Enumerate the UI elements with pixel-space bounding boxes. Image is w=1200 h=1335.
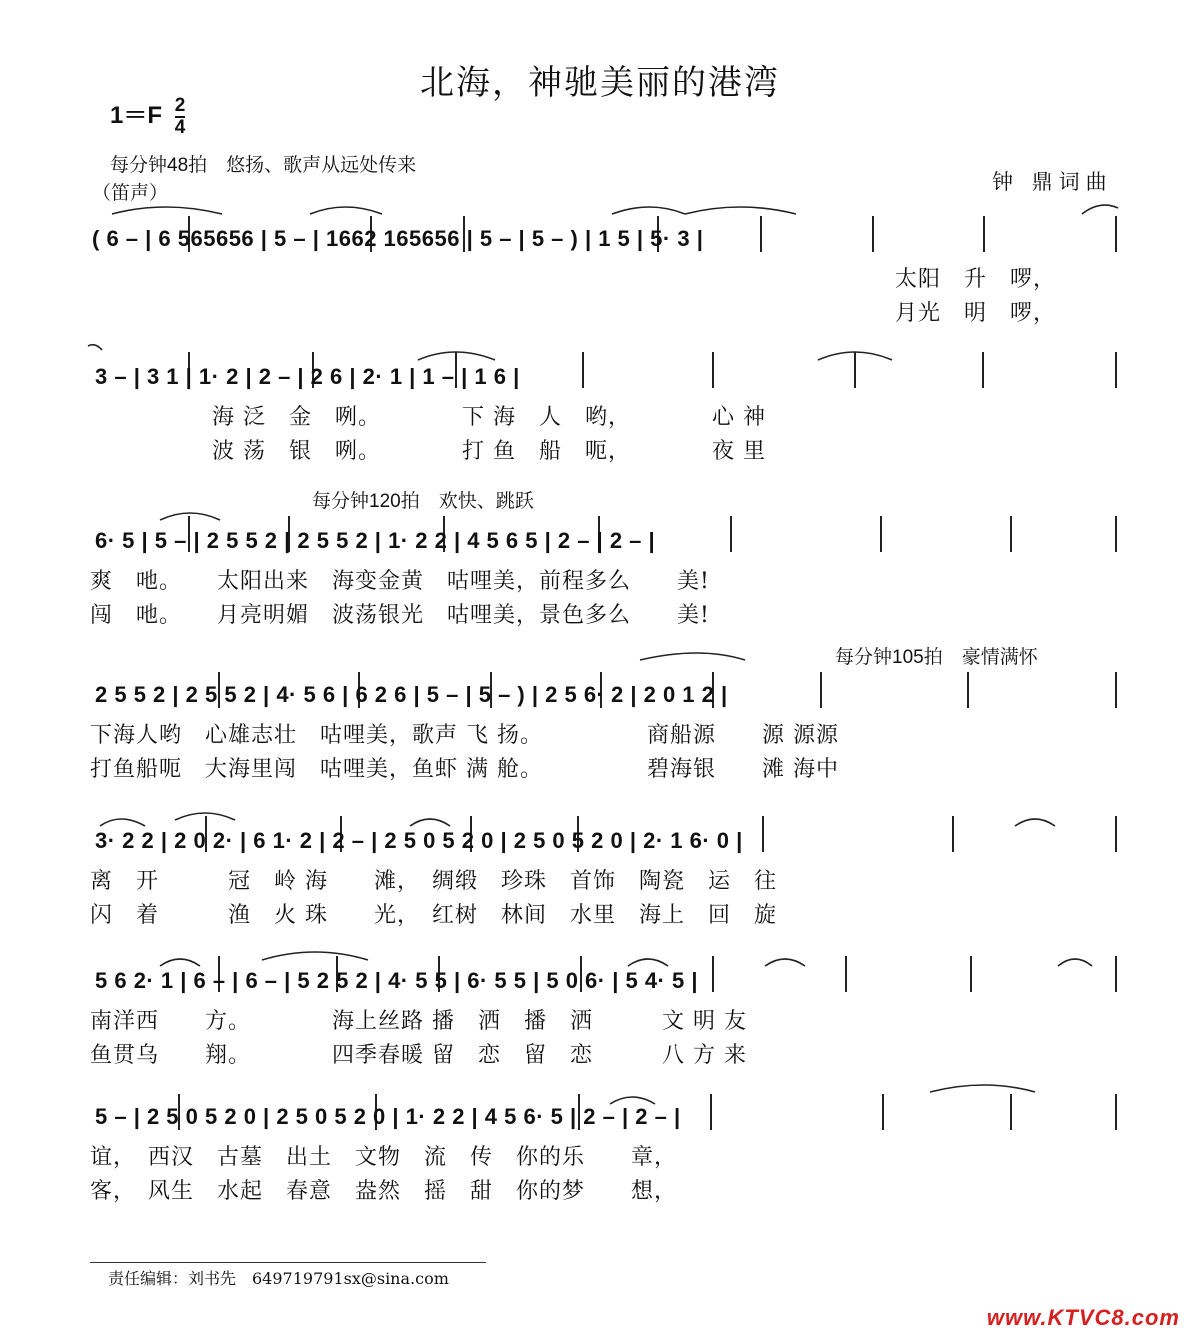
tempo-marking-2: 每分钟120拍 欢快、跳跃 [312,491,534,512]
editor-footer: 责任编辑：刘书先 649719791sx@sina.com [108,1269,449,1288]
credit-line: 钟 鼎词曲 [992,170,1113,194]
lyric-row-1-verse-1: 太阳 升 啰， [895,267,1057,292]
lyric-row-1-verse-2: 月光 明 啰， [895,301,1057,326]
lyric-row-4-verse-2: 打鱼船呃 大海里闯 咕哩美，鱼虾 满 舱。 碧海银 滩 海中 [90,757,839,782]
lyric-row-7-verse-2: 客， 风生 水起 春意 盎然 摇 甜 你的梦 想， [90,1179,678,1204]
key-label: 1＝F [110,102,163,129]
lyric-row-6-verse-1: 南洋西 方。 海上丝路 播 洒 播 洒 文 明 友 [90,1009,747,1034]
lyric-row-5-verse-1: 离 开 冠 岭 海 滩， 绸缎 珍珠 首饰 陶瓷 运 往 [90,869,777,894]
page-title: 北海，神驰美丽的港湾 [420,63,780,103]
notes-row-1: ( 6 – | 6 565656 | 5 – | 1662 165656 | 5 – | 5 – ) | 1 5 | 5· 3 | [92,226,704,251]
lyric-row-3-verse-2: 闯 吔。 月亮明媚 波荡银光 咕哩美，景色多么 美! [90,603,710,628]
lyric-row-2-verse-2: 波 荡 银 咧。 打 鱼 船 呃， 夜 里 [212,439,766,464]
lyric-row-5-verse-2: 闪 着 渔 火 珠 光， 红树 林间 水里 海上 回 旋 [90,903,777,928]
intro-label: （笛声） [92,182,169,204]
lyric-row-7-verse-1: 谊， 西汉 古墓 出土 文物 流 传 你的乐 章， [90,1145,678,1170]
lyric-row-6-verse-2: 鱼贯乌 翔。 四季春暖 留 恋 留 恋 八 方 来 [90,1043,747,1068]
notes-row-5: 3· 2 2 | 2 0 2· | 6 1· 2 | 2 – | 2 5 0 5 2 0 | 2 5 0 5 2 0 | 2· 1 6· 0 | [95,828,743,853]
notes-row-7: 5 – | 2 5 0 5 2 0 | 2 5 0 5 2 0 | 1· 2 2 | 4 5 6· 5 | 2 – | 2 – | [95,1104,681,1129]
watermark: www.KTVC8.com [986,1305,1180,1330]
lyric-row-3-verse-1: 爽 吔。 太阳出来 海变金黄 咕哩美，前程多么 美! [90,569,710,594]
notes-row-2: 3 – | 3 1 | 1· 2 | 2 – | 2 6 | 2· 1 | 1 – | 1 6 | [95,364,520,389]
time-top: 2 [174,94,186,116]
notes-row-3: 6· 5 | 5 – | 2 5 5 2 | 2 5 5 2 | 1· 2 2 | 4 5 6 5 | 2 – | 2 – | [95,528,656,553]
notes-row-6: 5 6 2· 1 | 6 – | 6 – | 5 2 5 2 | 4· 5 5 | 6· 5 5 | 5 0 6· | 5 4· 5 | [95,968,699,993]
lyric-row-2-verse-1: 海 泛 金 咧。 下 海 人 哟， 心 神 [212,405,766,430]
notes-row-4: 2 5 5 2 | 2 5 5 2 | 4· 5 6 | 6 2 6 | 5 – | 5 – ) | 2 5 6· 2 | 2 0 1 2 | [95,682,728,707]
time-bottom: 4 [174,116,186,138]
tempo-marking-3: 每分钟105拍 豪情满怀 [835,647,1038,668]
lyric-row-4-verse-1: 下海人哟 心雄志壮 咕哩美，歌声 飞 扬。 商船源 源 源源 [90,723,839,748]
footer-divider [90,1262,486,1263]
tempo-marking-1: 每分钟48拍 悠扬、歌声从远处传来 [110,155,417,176]
